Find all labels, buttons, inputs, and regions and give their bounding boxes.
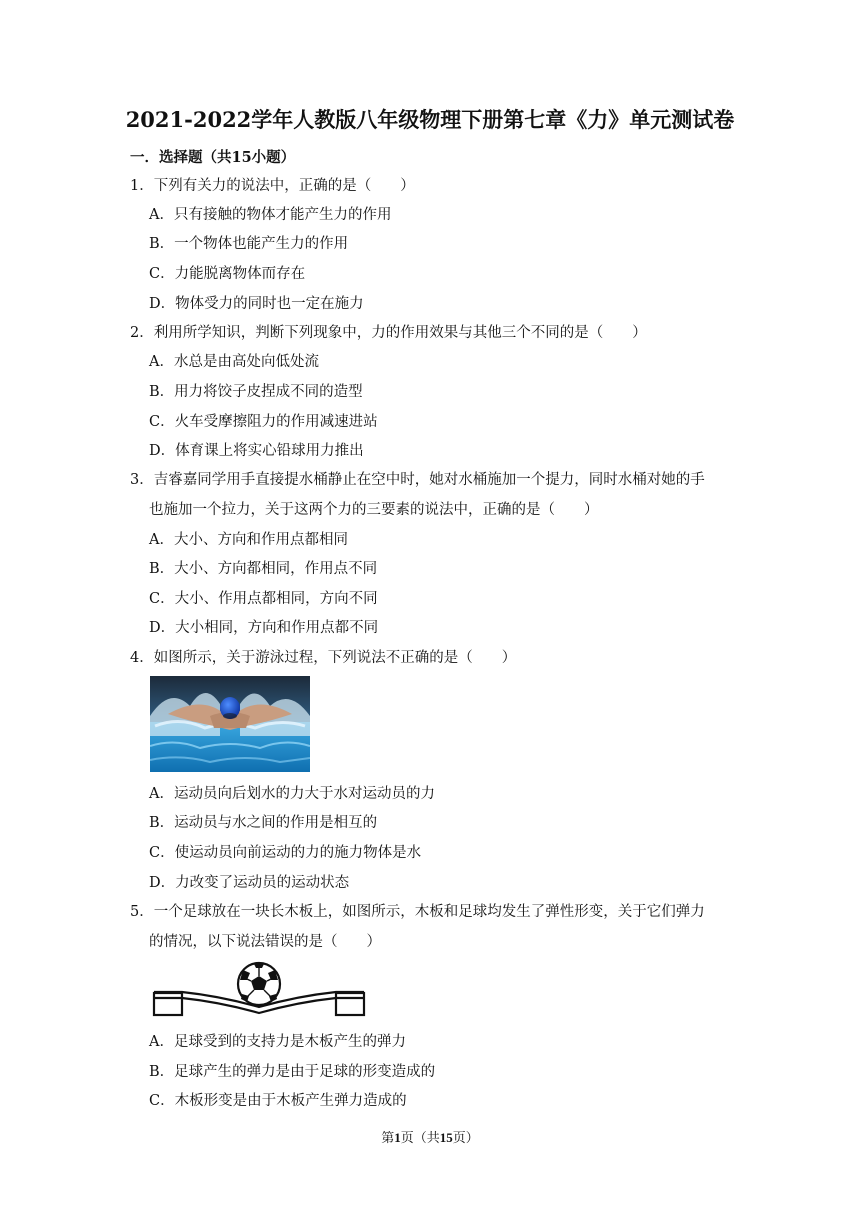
question-3-option-d: D．大小相同，方向和作用点都不同 — [149, 620, 379, 636]
question-1-option-c: C．力能脱离物体而存在 — [149, 266, 306, 282]
question-3-option-a: A．大小、方向和作用点都相同 — [149, 532, 348, 548]
page-footer — [0, 1127, 860, 1146]
footer-suffix: 页） — [452, 1131, 479, 1146]
question-5-option-c: C．木板形变是由于木板产生弹力造成的 — [149, 1093, 407, 1109]
question-5-stem-line-2: 的情况，以下说法错误的是（ ） — [149, 934, 381, 950]
question-4-option-a: A．运动员向后划水的力大于水对运动员的力 — [149, 786, 435, 802]
question-4-option-c: C．使运动员向前运动的力的施力物体是水 — [149, 845, 422, 861]
question-2-option-c: C．火车受摩擦阻力的作用减速进站 — [149, 414, 378, 430]
footer-page-number: 1 — [394, 1130, 401, 1145]
exam-title: 2021-2022学年人教版八年级物理下册第七章《力》单元测试卷 — [125, 107, 735, 132]
ball-on-board-figure — [150, 958, 368, 1020]
question-4-option-d: D．力改变了运动员的运动状态 — [149, 875, 350, 891]
question-5-option-a: A．足球受到的支持力是木板产生的弹力 — [149, 1034, 406, 1050]
question-3-stem-line-1: 3．吉睿嘉同学用手直接提水桶静止在空中时，她对水桶施加一个提力，同时水桶对她的手 — [130, 472, 705, 488]
footer-prefix: 第 — [381, 1131, 395, 1146]
question-3-stem-line-2: 也施加一个拉力，关于这两个力的三要素的说法中，正确的是（ ） — [149, 502, 599, 518]
question-2-stem: 2．利用所学知识，判断下列现象中，力的作用效果与其他三个不同的是（ ） — [130, 325, 647, 341]
question-3-option-c: C．大小、作用点都相同，方向不同 — [149, 591, 378, 607]
question-5-option-b: B．足球产生的弹力是由于足球的形变造成的 — [149, 1064, 436, 1080]
footer-total-pages: 15 — [439, 1130, 453, 1145]
swimmer-figure — [150, 676, 310, 772]
question-1-option-b: B．一个物体也能产生力的作用 — [149, 236, 349, 252]
question-5-stem-line-1: 5．一个足球放在一块长木板上，如图所示，木板和足球均发生了弹性形变，关于它们弹力 — [130, 904, 705, 920]
question-4-option-b: B．运动员与水之间的作用是相互的 — [149, 815, 378, 831]
question-1-option-a: A．只有接触的物体才能产生力的作用 — [149, 207, 392, 223]
question-2-option-d: D．体育课上将实心铅球用力推出 — [149, 443, 364, 459]
question-1-stem: 1．下列有关力的说法中，正确的是（ ） — [130, 178, 415, 194]
question-2-option-a: A．水总是由高处向低处流 — [149, 354, 319, 370]
question-4-stem: 4．如图所示，关于游泳过程，下列说法不正确的是（ ） — [130, 650, 517, 666]
question-3-option-b: B．大小、方向都相同，作用点不同 — [149, 561, 378, 577]
question-2-option-b: B．用力将饺子皮捏成不同的造型 — [149, 384, 363, 400]
section-heading: 一．选择题（共15小题） — [130, 149, 296, 166]
question-1-option-d: D．物体受力的同时也一定在施力 — [149, 296, 364, 312]
footer-middle: 页（共 — [400, 1131, 440, 1146]
